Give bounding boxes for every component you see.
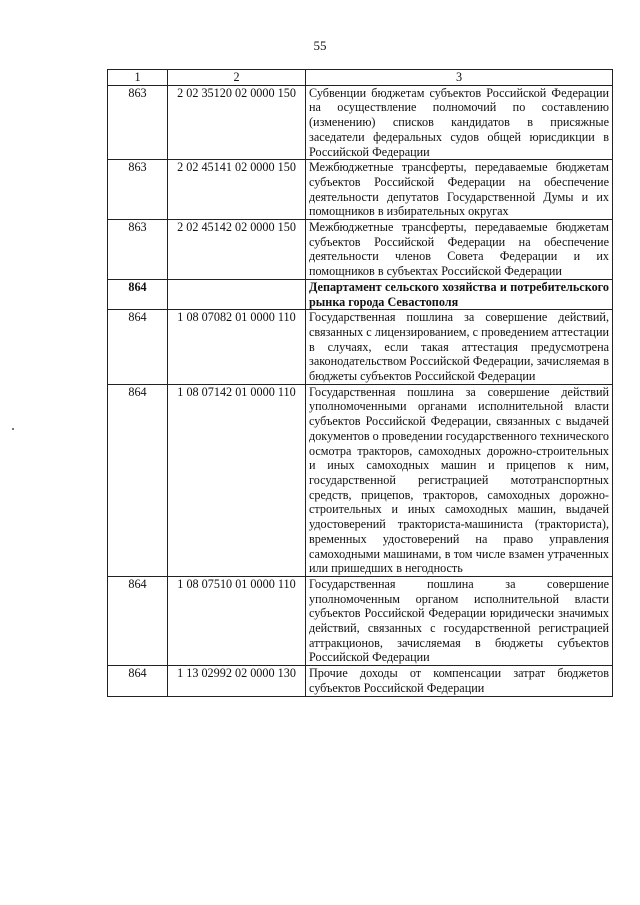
table-row — [108, 310, 613, 385]
column-header-2: 2 — [168, 70, 306, 86]
column-header-1: 1 — [108, 70, 168, 86]
table-row-department — [108, 279, 613, 309]
budget-code-cell — [168, 279, 306, 309]
table-row — [108, 85, 613, 160]
column-header-3: 3 — [306, 70, 613, 86]
admin-code-cell: 864 — [108, 384, 168, 576]
admin-code-cell: 864 — [108, 666, 168, 696]
table-header-row — [108, 70, 613, 86]
admin-code-cell: 863 — [108, 220, 168, 280]
table-row — [108, 220, 613, 280]
budget-code-cell: 2 02 35120 02 0000 150 — [168, 85, 306, 160]
budget-code-cell: 1 08 07082 01 0000 110 — [168, 310, 306, 385]
budget-code-cell: 2 02 45141 02 0000 150 — [168, 160, 306, 220]
table-row — [108, 384, 613, 576]
admin-code-cell: 863 — [108, 85, 168, 160]
income-name-cell: Департамент сельского хозяйства и потребительского рынка города Севастополя — [306, 279, 613, 309]
income-name-cell: Межбюджетные трансферты, передаваемые бюджетам субъектов Российской Федерации на обеспечение деятельности членов Совета Федерации и их помощников в субъектах Российской Федерации — [306, 220, 613, 280]
budget-code-cell: 1 08 07510 01 0000 110 — [168, 576, 306, 665]
admin-code-cell: 864 — [108, 310, 168, 385]
page-number: 55 — [313, 38, 327, 53]
margin-dot — [12, 428, 14, 430]
income-name-cell: Прочие доходы от компенсации затрат бюджетов субъектов Российской Федерации — [306, 666, 613, 696]
income-name-cell: Государственная пошлина за совершение уполномоченным органом исполнительной власти субъектов Российской Федерации юридически значимых действий, связанных с государственной регистрацией аттракционов, зачисляемая в бюджеты субъектов Российской Федерации — [306, 576, 613, 665]
budget-code-cell: 1 13 02992 02 0000 130 — [168, 666, 306, 696]
income-name-cell: Государственная пошлина за совершение действий, связанных с лицензированием, с проведением аттестации в случаях, если такая аттестация предусмотрена законодательством Российской Федерации, зачисляемая в бюджеты субъектов Российской Федерации — [306, 310, 613, 385]
income-name-cell: Субвенции бюджетам субъектов Российской Федерации на осуществление полномочий по составлению (изменению) списков кандидатов в присяжные заседатели федеральных судов общей юрисдикции в Российской Федерации — [306, 85, 613, 160]
budget-code-cell: 1 08 07142 01 0000 110 — [168, 384, 306, 576]
table-row — [108, 576, 613, 665]
budget-classification-table — [107, 69, 613, 697]
admin-code-cell: 864 — [108, 279, 168, 309]
budget-code-cell: 2 02 45142 02 0000 150 — [168, 220, 306, 280]
table-row — [108, 666, 613, 696]
income-name-cell: Государственная пошлина за совершение действий уполномоченными органами исполнительной власти субъектов Российской Федерации, связанных с выдачей документов о проведении государственного технического осмотра тракторов, самоходных дорожно-строительных и иных самоходных машин и прицепов к ним, государственной регистрацией мототранспортных средств, прицепов, тракторов, самоходных дорожно-строительных и иных самоходных машин, выдачей удостоверений тракториста-машиниста (тракториста), временных удостоверений на право управления самоходными машинами, в том числе взамен утраченных или пришедших в негодность — [306, 384, 613, 576]
admin-code-cell: 864 — [108, 576, 168, 665]
admin-code-cell: 863 — [108, 160, 168, 220]
income-name-cell: Межбюджетные трансферты, передаваемые бюджетам субъектов Российской Федерации на обеспечение деятельности депутатов Государственной Думы и их помощников в избирательных округах — [306, 160, 613, 220]
table-row — [108, 160, 613, 220]
